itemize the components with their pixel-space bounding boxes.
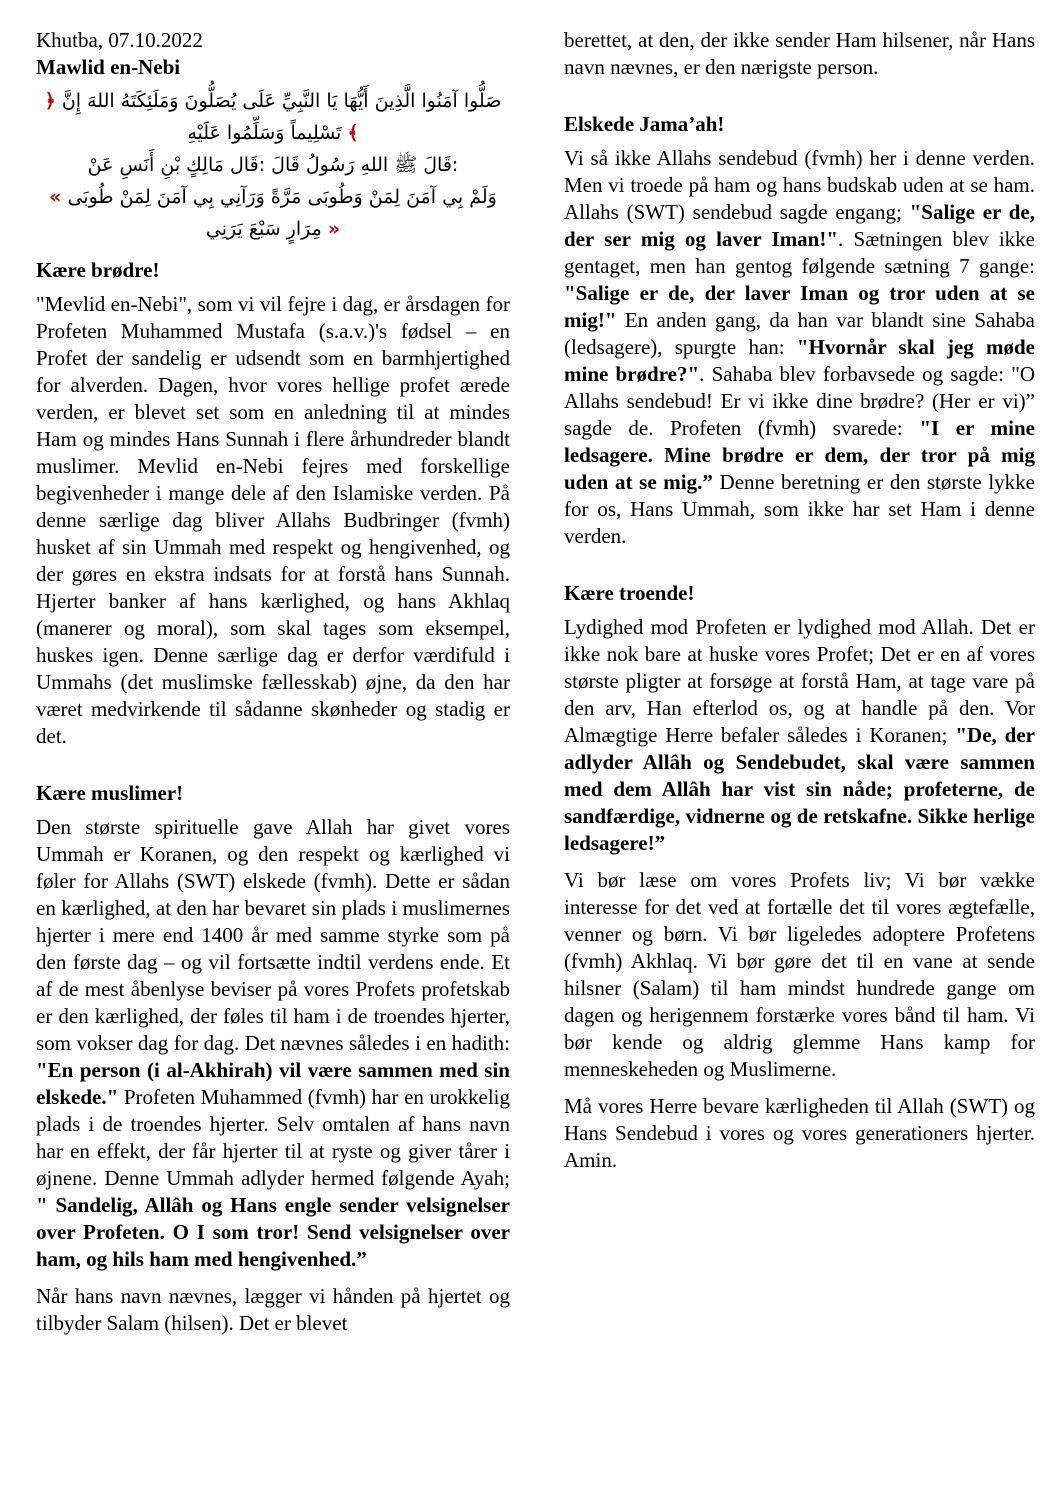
right-column [564, 27, 1035, 1184]
arabic-word: سَبْعَ [248, 218, 281, 240]
body-paragraph [564, 145, 1035, 550]
body-paragraph [36, 291, 510, 750]
arabic-word: آمَنَ [156, 186, 187, 208]
paragraph-text: . Sahaba blev forbavsede og sagde: "O Allahs sendebud! Er vi ikke dine brødre? (Her er vi)” sagde de. Profeten (fvmh) svarede: [564, 362, 1035, 440]
arabic-quote-bracket: » [327, 218, 341, 240]
document-title: Mawlid en-Nebi [36, 55, 181, 79]
arabic-word: تَسْلِيماً [290, 122, 342, 144]
paragraph-text: En anden gang, da han var blandt sine Sahaba (ledsagere), spurgte han: [564, 308, 1035, 359]
arabic-word: يَرَنِي [205, 218, 243, 240]
bold-quote-text: "Hvornår skal jeg møde mine brødre?" [564, 335, 1035, 386]
paragraph-text: berettet, at den, der ikke sender Ham hilsener, når Hans navn nævnes, er den nærigste person. [564, 28, 1035, 79]
arabic-word: صَلُّوا [463, 90, 502, 112]
arabic-word: وَمَلَئِكَتَهُ [120, 90, 179, 112]
arabic-word: اللهَ [87, 90, 115, 112]
body-paragraph [36, 814, 510, 1273]
arabic-word: أَنَسِ [119, 154, 155, 176]
document-date: Khutba, 07.10.2022 [36, 28, 203, 52]
arabic-word: مِرَارٍ [286, 218, 322, 240]
section-heading: Kære troende! [564, 581, 695, 605]
arabic-word: مَالِكٍ [186, 154, 224, 176]
arabic-word: وَطُوبَى [307, 186, 363, 208]
arabic-word: إِنَّ [61, 90, 82, 112]
arabic-word: وَرَآنِي [220, 186, 265, 208]
arabic-word: بْنِ [160, 154, 181, 176]
arabic-line [36, 181, 510, 245]
arabic-word: وَلَمْ [469, 186, 497, 208]
arabic-word: طُوبَى [67, 186, 114, 208]
arabic-word: يُصَلُّونَ [184, 90, 237, 112]
left-column [36, 27, 510, 1347]
arabic-quote-block [36, 85, 510, 245]
section-heading: Kære muslimer! [36, 781, 184, 805]
arabic-word: قَال: [230, 154, 266, 176]
paragraph-text: Vi så ikke Allahs sendebud (fvmh) her i denne verden. Men vi troede på ham og hans budskab uden at se ham. Allahs (SWT) sendebud sagde engang; [564, 146, 1035, 224]
arabic-word: قَالَ [271, 154, 300, 176]
arabic-line [36, 149, 510, 181]
arabic-word: لِمَنْ [368, 186, 401, 208]
arabic-word: مَرَّةً [270, 186, 302, 208]
arabic-word: النَّبِيِّ [281, 90, 321, 112]
paragraph-text: Når hans navn nævnes, lægger vi hånden på hjertet og tilbyder Salam (hilsen). Det er blevet [36, 1284, 510, 1335]
body-paragraph [564, 27, 1035, 81]
arabic-word: لِمَنْ [119, 186, 151, 208]
arabic-word: أَيُّهَا [343, 90, 369, 112]
arabic-word: قَالَ: [423, 154, 459, 176]
arabic-word: رَسُولُ [305, 154, 355, 176]
paragraph-text: Må vores Herre bevare kærligheden til Allah (SWT) og Hans Sendebud i vores og vores generationers hjerter. Amin. [564, 1094, 1035, 1172]
arabic-word: عَنْ [87, 154, 114, 176]
bold-quote-text: "En person (i al-Akhirah) vil være sammen med sin elskede." [36, 1058, 510, 1109]
bold-quote-text: "I er mine ledsagere. Mine brødre er dem, der tror på mig uden at se mig.” [564, 416, 1035, 494]
arabic-word: عَلَى [242, 90, 276, 112]
paragraph-text: "Mevlid en-Nebi", som vi vil fejre i dag, er årsdagen for Profeten Muhammed Mustafa (s.a.v.)'s fødsel – en Profet der sandelig er udsendt som en barmhjertighed for alverden. Dagen, hvor vores hellige profet ærede verden, er blevet set som en anledning til at mindes Ham og mindes Hans Sunnah i flere århundreder blandt muslimer. Mevlid en-Nebi fejres med forskellige begivenheder i mange dele af den Islamiske verden. På denne særlige dag bliver Allahs Budbringer (fvmh) husket af sin Ummah med respekt og hengivenhed, og der gøres en ekstra indsats for at forstå hans Sunnah. Hjerter banker af hans kærlighed, og hans Akhlaq (manerer og moral), som skal tages som eksempel, huskes igen. Denne særlige dag er derfor værdifuld i Ummahs (det muslimske fællesskab) øjne, da den har været medvirkende til sådanne skønheder og stadig er det. [36, 292, 510, 748]
paragraph-text: . Sætningen blev ikke gentaget, men han gentog følgende sætning 7 gange: [564, 227, 1035, 278]
bold-quote-text: "De, der adlyder Allâh og Sendebudet, skal være sammen med dem Allâh har vist sin nåde; profeterne, de sandfærdige, vidnerne og de retskafne. Sikke herlige ledsagere!” [564, 723, 1035, 855]
paragraph-text: Denne beretning er den største lykke for os, Hans Ummah, som ikke har set Ham i denne verden. [564, 470, 1035, 548]
arabic-quote-bracket: « [49, 186, 62, 208]
arabic-word: ﷺ [394, 154, 418, 176]
paragraph-text: Lydighed mod Profeten er lydighed mod Allah. Det er ikke nok bare at huske vores Profet; Det er en af vores største pligter at forsøge at forstå Ham, at tage vare på den arv, Han efterlod os, og at handle på den. Vor Almægtige Herre befaler således i Koranen; [564, 615, 1035, 747]
arabic-word: الَّذِينَ [374, 90, 416, 112]
section-heading: Kære brødre! [36, 258, 160, 282]
arabic-word: عَلَيْهِ [187, 122, 221, 144]
arabic-word: اللهِ [360, 154, 389, 176]
body-paragraph [36, 1283, 510, 1337]
body-paragraph [564, 614, 1035, 857]
section-heading: Elskede Jama’ah! [564, 112, 725, 136]
body-paragraph [564, 1093, 1035, 1174]
bold-quote-text: " Sandelig, Allâh og Hans engle sender velsignelser over Profeten. O I som tror! Send velsignelser over ham, og hils ham med hengivenhed.” [36, 1193, 510, 1271]
arabic-word: يَا [326, 90, 338, 112]
arabic-quote-bracket: ﴿ [44, 90, 56, 112]
bold-quote-text: "Salige er de, der laver Iman og tror uden at se mig!" [564, 281, 1035, 332]
bold-quote-text: "Salige er de, der ser mig og laver Iman!" [564, 200, 1035, 251]
arabic-quote-bracket: ﴾ [347, 122, 359, 144]
arabic-word: آمَنُوا [421, 90, 458, 112]
body-paragraph [564, 867, 1035, 1083]
paragraph-text: Den største spirituelle gave Allah har givet vores Ummah er Koranen, og den respekt og kærlighed vi føler for Allahs (SWT) elskede (fvmh). Dette er sådan en kærlighed, at den har bevaret sin plads i muslimernes hjerter i mere end 1400 år med samme styrke som på den første dag – og vil fortsætte indtil verdens ende. Et af de mest åbenlyse beviser på vores Profets profetskab er den kærlighed, der føles til ham i de troendes hjerter, som vokser dag for dag. Det nævnes således i en hadith: [36, 815, 510, 1055]
arabic-word: بِي [192, 186, 214, 208]
paragraph-text: Profeten Muhammed (fvmh) har en urokkelig plads i de troendes hjerter. Selv omtalen af hans navn har en effekt, der får hjerter til at ryste og giver tårer i øjnene. Denne Ummah adlyder hermed følgende Ayah; [36, 1085, 510, 1190]
arabic-word: بِي [442, 186, 464, 208]
paragraph-text: Vi bør læse om vores Profets liv; Vi bør vække interesse for det ved at fortælle det til vores ægtefælle, venner og børn. Vi bør ligeledes adoptere Profetens (fvmh) Akhlaq. Vi bør gøre det til en vane at sende hilsner (Salam) til ham mindst hundrede gange om dagen og herigennem forstærke vores bånd til ham. Vi bør kende og aldrig glemme Hans kamp for menneskeheden og Muslimerne. [564, 868, 1035, 1081]
arabic-word: آمَنَ [406, 186, 437, 208]
arabic-line [36, 85, 510, 149]
arabic-word: وَسَلِّمُوا [226, 122, 285, 144]
